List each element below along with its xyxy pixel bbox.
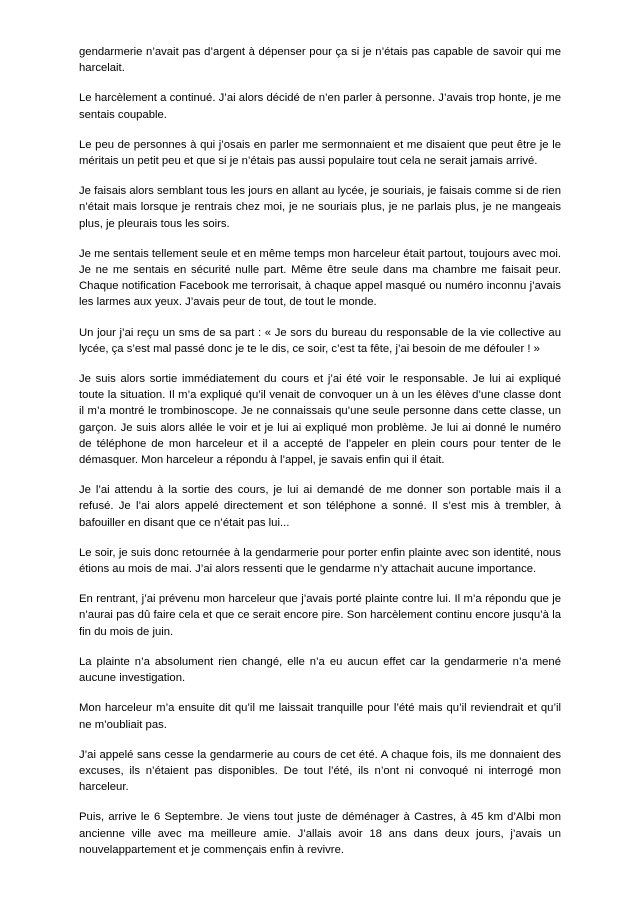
paragraph-10: En rentrant, j’ai prévenu mon harceleur que j’avais porté plainte contre lui. Il m’a répondu que je n’aurai pas dû faire cela et que ce serait encore pire. Son harcèlement continu encore jusqu’à la fin du mois de juin. bbox=[79, 593, 561, 638]
paragraph-5: Je me sentais tellement seule et en même temps mon harceleur était partout, toujours avec moi. Je ne me sentais en sécurité nulle part. Même être seule dans ma chambre me faisait peur. Chaque notification Facebook me terrorisait, à chaque appel masqué ou numéro inconnu j’avais les larmes aux yeux. J’avais peur de tout, de tout le monde. bbox=[79, 247, 561, 309]
paragraph-14: Puis, arrive le 6 Septembre. Je viens tout juste de déménager à Castres, à 45 km d’Albi mon ancienne ville avec ma meilleure amie. J’allais avoir 18 ans dans deux jours, j’avais un nouvelappartement et je commençais enfin à revivre. bbox=[79, 811, 561, 856]
paragraph-6: Un jour j’ai reçu un sms de sa part : « Je sors du bureau du responsable de la vie collective au lycée, ça s’est mal passé donc je te le dis, ce soir, c’est ta fête, j’ai besoin de me défouler ! » bbox=[79, 326, 561, 355]
paragraph-11: La plainte n’a absolument rien changé, elle n’a eu aucun effet car la gendarmerie n’a mené aucune investigation. bbox=[79, 655, 561, 685]
paragraph-2: Le harcèlement a continué. J’ai alors décidé de n’en parler à personne. J’avais trop honte, je me sentais coupable. bbox=[79, 92, 561, 121]
document-page bbox=[79, 44, 561, 872]
paragraph-8: Je l’ai attendu à la sortie des cours, je lui ai demandé de me donner son portable mais il a refusé. Je l’ai alors appelé directement et son téléphone a sonné. Il s’est mis à trembler, à bafouiller en disant que ce n’était pas lui... bbox=[79, 484, 561, 529]
paragraph-4: Je faisais alors semblant tous les jours en allant au lycée, je souriais, je faisais comme si de rien n’était mais lorsque je rentrais chez moi, je ne souriais plus, je ne parlais plus, je ne mangeais plus, je pleurais tous les soirs. bbox=[79, 185, 561, 230]
paragraph-13: J’ai appelé sans cesse la gendarmerie au cours de cet été. A chaque fois, ils me donnaient des excuses, ils n’étaient pas disponibles. De tout l’été, ils n’ont ni convoqué ni interrogé mon harceleur. bbox=[79, 748, 561, 794]
paragraph-1: gendarmerie n’avait pas d’argent à dépenser pour ça si je n’étais pas capable de savoir qui me harcelait. bbox=[79, 46, 561, 75]
paragraph-12: Mon harceleur m’a ensuite dit qu’il me laissait tranquille pour l’été mais qu’il reviendrait et qu’il ne m’oubliait pas. bbox=[79, 702, 561, 731]
paragraph-7: Je suis alors sortie immédiatement du cours et j’ai été voir le responsable. Je lui ai expliqué toute la situation. Il m’a expliqué qu’il venait de convoquer un à un les élèves d’une classe dont il m’a montré le trombinoscope. Je ne connaissais qu’une seule personne dans cette classe, un garçon. Je suis alors allée le voir et je lui ai expliqué mon problème. Je lui ai donné le numéro de téléphone de mon harceleur et il a accepté de l’appeler en plein cours pour tenter de le démasquer. Mon harceleur a répondu à l’appel, je savais enfin qui il était. bbox=[79, 373, 561, 467]
paragraph-3: Le peu de personnes à qui j’osais en parler me sermonnaient et me disaient que peut être je le méritais un petit peu et que si je n’étais pas aussi populaire tout cela ne serait jamais arrivé. bbox=[79, 138, 561, 168]
paragraph-9: Le soir, je suis donc retournée à la gendarmerie pour porter enfin plainte avec son identité, nous étions au mois de mai. J’ai alors ressenti que le gendarme n’y attachait aucune importance. bbox=[79, 546, 561, 576]
